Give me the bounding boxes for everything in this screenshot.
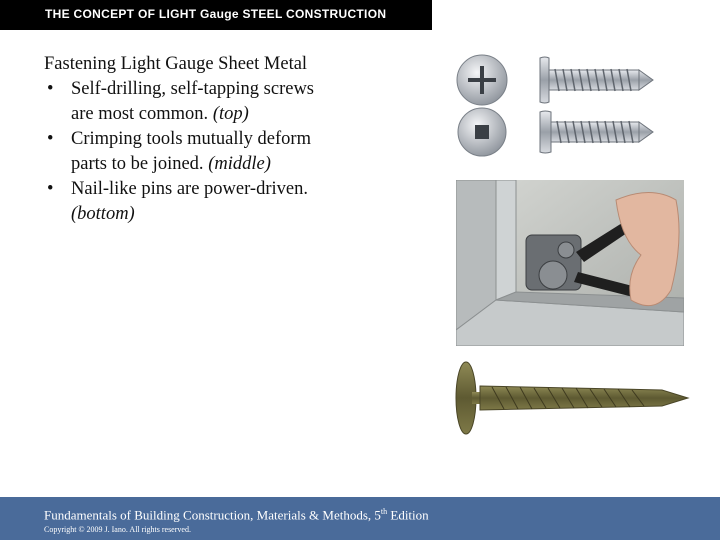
bullet-text: Crimping tools mutually deform parts to be joined.: [71, 129, 311, 174]
slide-title: THE CONCEPT OF LIGHT Gauge STEEL CONSTRUCTION: [45, 7, 387, 21]
footer-copyright: Copyright © 2009 J. Iano. All rights reserved.: [44, 525, 191, 534]
crimping-tool-photo: [456, 180, 684, 346]
bullet-tag: (top): [212, 104, 249, 124]
bullet-text: Self-drilling, self-tapping screws are most common.: [71, 79, 315, 124]
self-tapping-screws-photo: [455, 52, 658, 158]
title-bar: [0, 0, 432, 30]
bullet-item-pins: [44, 177, 314, 227]
phillips-head-icon: [457, 55, 507, 105]
slide-body: [44, 52, 314, 227]
footer-book-title: [44, 507, 429, 523]
bullet-icon: •: [47, 79, 54, 99]
bullet-item-crimping: [44, 127, 314, 177]
bullet-tag: (bottom): [71, 204, 135, 224]
bullet-tag: (middle): [208, 154, 271, 174]
bullet-item-screws: [44, 77, 314, 127]
power-driven-pin-photo: [452, 360, 692, 438]
body-heading: Fastening Light Gauge Sheet Metal: [44, 54, 308, 74]
edition-superscript: th: [380, 507, 388, 516]
book-title-text: Fundamentals of Building Construction, Materials & Methods, 5: [44, 507, 381, 523]
footer-bar: [0, 497, 720, 540]
bullet-icon: •: [47, 129, 54, 149]
bullet-text: Nail-like pins are power-driven.: [71, 179, 308, 199]
bullet-icon: •: [47, 179, 54, 199]
bullet-list: [44, 77, 314, 227]
square-drive-head-icon: [458, 108, 506, 156]
edition-word: Edition: [387, 507, 429, 523]
